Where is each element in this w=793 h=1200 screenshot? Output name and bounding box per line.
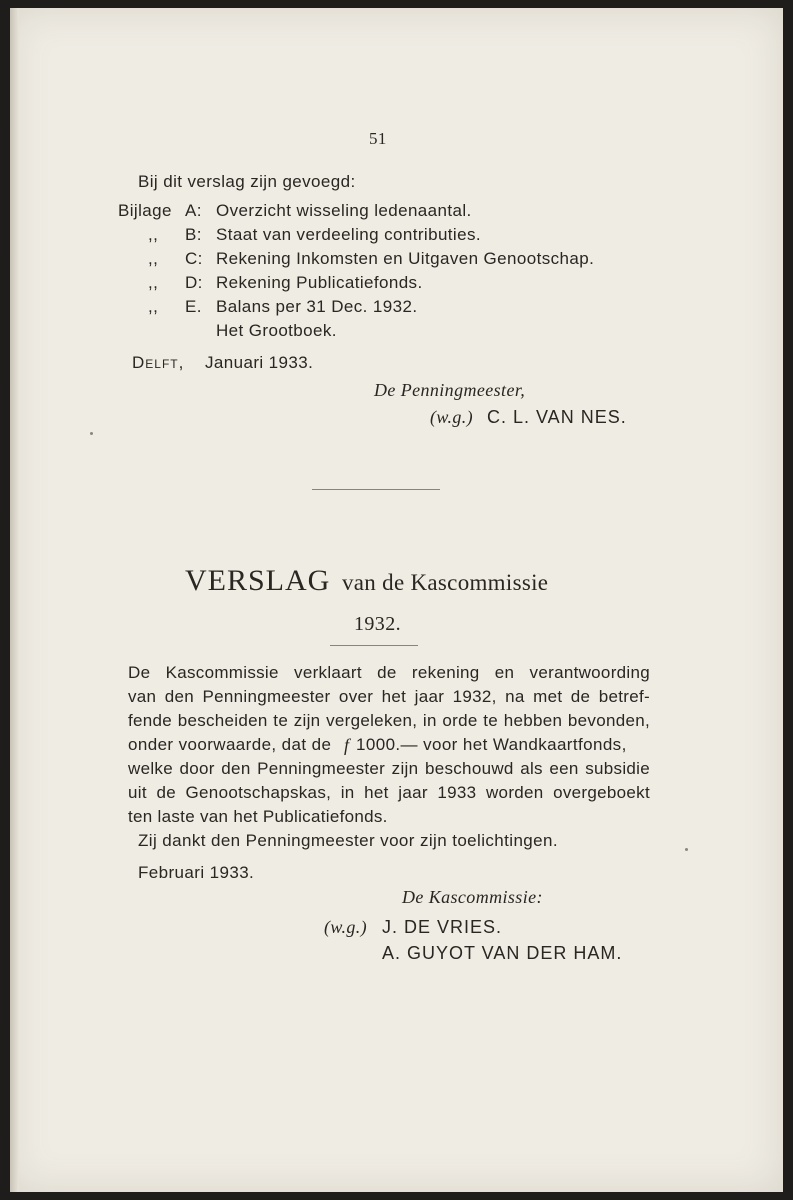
committee-member: A. GUYOT VAN DER HAM. — [382, 943, 623, 963]
paper-speck — [685, 848, 688, 851]
document-page — [10, 8, 783, 1192]
date: Januari 1933. — [205, 353, 314, 372]
signed-abbr: (w.g.) — [324, 917, 368, 937]
body-line: fende bescheiden te zijn vergeleken, in orde te hebben bevonden, — [128, 711, 650, 730]
body-line: onder voorwaarde, dat de — [128, 735, 332, 754]
closing-date: Februari 1933. — [138, 863, 255, 882]
section-year: 1932. — [354, 613, 401, 635]
body-line: uit de Genootschapskas, in het jaar 1933 worden overgeboekt — [128, 783, 650, 802]
signed-abbr: (w.g.) — [430, 407, 474, 427]
appendix-prefix: ,, — [148, 249, 159, 268]
committee-member: J. DE VRIES. — [382, 917, 503, 937]
appendix-letter: D: — [185, 273, 203, 292]
section-title-rest: van de Kascommissie — [342, 570, 549, 595]
section-title-main: VERSLAG — [185, 564, 331, 597]
appendix-text: Staat van verdeeling contributies. — [216, 225, 481, 244]
place: Delft, — [132, 353, 185, 372]
treasurer-name: C. L. VAN NES. — [487, 407, 627, 427]
treasurer-role: De Penningmeester, — [374, 380, 526, 400]
body-line: De Kascommissie verklaart de rekening en verantwoording — [128, 663, 650, 682]
appendix-prefix: ,, — [148, 297, 159, 316]
appendix-text: Overzicht wisseling ledenaantal. — [216, 201, 472, 220]
appendix-letter: E. — [185, 297, 202, 316]
appendix-letter: B: — [185, 225, 202, 244]
appendix-prefix: Bijlage — [118, 201, 172, 220]
appendix-text: Rekening Inkomsten en Uitgaven Genootschap. — [216, 249, 595, 268]
appendix-letter: A: — [185, 201, 202, 220]
appendix-text: Balans per 31 Dec. 1932. — [216, 297, 418, 316]
body-line: van den Penningmeester over het jaar 1932, na met de betref- — [128, 687, 650, 706]
body-line: ten laste van het Publicatiefonds. — [128, 807, 388, 826]
body-line: welke door den Penningmeester zijn beschouwd als een subsidie — [128, 759, 650, 778]
body-line-amount: 1000.— voor het Wandkaartfonds, — [356, 735, 627, 754]
page-number: 51 — [369, 129, 387, 148]
committee-role: De Kascommissie: — [402, 887, 543, 907]
appendix-prefix: ,, — [148, 273, 159, 292]
appendix-prefix: ,, — [148, 225, 159, 244]
appendix-intro: Bij dit verslag zijn gevoegd: — [138, 172, 356, 191]
currency-symbol: f — [344, 735, 350, 755]
year-divider — [330, 645, 418, 646]
thanks-line: Zij dankt den Penningmeester voor zijn toelichtingen. — [138, 831, 558, 850]
appendix-letter: C: — [185, 249, 203, 268]
paper-speck — [90, 432, 93, 435]
section-divider — [312, 489, 440, 490]
appendix-text: Rekening Publicatiefonds. — [216, 273, 423, 292]
appendix-extra-item: Het Grootboek. — [216, 321, 337, 340]
body-line-4 — [128, 736, 650, 756]
page-spine — [10, 8, 19, 1192]
